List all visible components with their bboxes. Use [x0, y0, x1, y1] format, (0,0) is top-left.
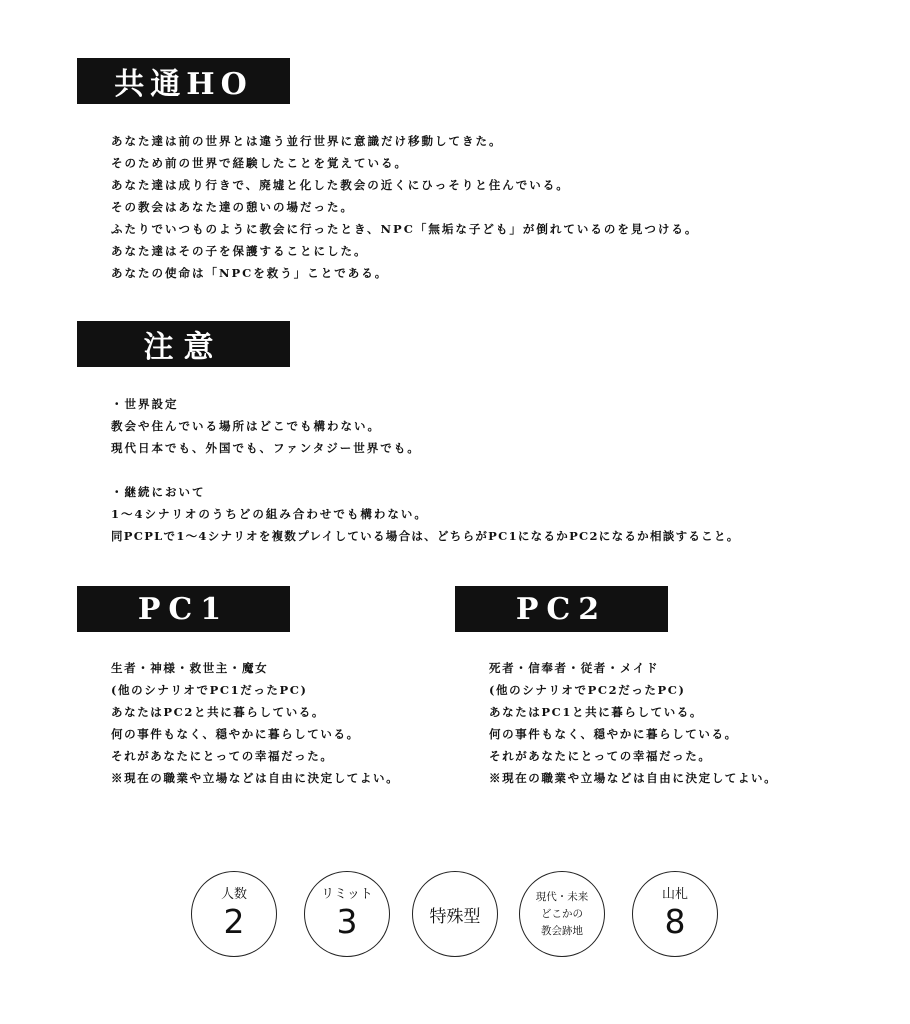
text-line: 同PCPLで1〜4シナリオを複数プレイしている場合は、どちらがPC1になるかPC2になるか相談すること。	[111, 529, 740, 543]
text-line: その教会はあなた達の憩いの場だった。	[111, 200, 354, 214]
type-value: 特殊型	[429, 906, 481, 927]
setting-line: 現代・未来	[535, 890, 589, 903]
pc2-text	[489, 657, 777, 789]
pc1-heading: PC1	[77, 586, 290, 632]
text-line: (他のシナリオでPC2だったPC)	[489, 683, 686, 697]
text-line: 1〜4シナリオのうちどの組み合わせでも構わない。	[111, 507, 428, 521]
text-line: 教会や住んでいる場所はどこでも構わない。	[111, 419, 381, 433]
text-line	[111, 459, 740, 481]
common-ho-text	[111, 130, 698, 284]
text-line: あなた達は成り行きで、廃墟と化した教会の近くにひっそりと住んでいる。	[111, 178, 570, 192]
text-line: 何の事件もなく、穏やかに暮らしている。	[489, 727, 738, 741]
text-line: あなたの使命は「NPCを救う」ことである。	[111, 266, 389, 280]
pc1-text	[111, 657, 399, 789]
limit-value: 3	[336, 902, 358, 941]
text-line: そのため前の世界で経験したことを覚えている。	[111, 156, 408, 170]
limit-badge	[304, 871, 390, 957]
deck-label: 山札	[661, 887, 688, 902]
limit-label: リミット	[321, 887, 373, 902]
text-line: それがあなたにとっての幸福だった。	[489, 749, 712, 763]
players-label: 人数	[220, 887, 247, 902]
text-line: 死者・信奉者・従者・メイド	[489, 661, 660, 675]
text-line: あなた達はその子を保護することにした。	[111, 244, 368, 258]
pc2-heading: PC2	[455, 586, 668, 632]
notice-heading: 注意	[77, 321, 290, 367]
text-line: ふたりでいつものように教会に行ったとき、NPC「無垢な子ども」が倒れているのを見つける。	[111, 222, 699, 236]
setting-badge	[519, 871, 605, 957]
text-line: それがあなたにとっての幸福だった。	[111, 749, 334, 763]
players-badge	[191, 871, 277, 957]
text-line: ・継続において	[111, 485, 206, 499]
deck-value: 8	[664, 902, 686, 941]
text-line: ※現在の職業や立場などは自由に決定してよい。	[111, 771, 400, 785]
type-badge	[412, 871, 498, 957]
text-line: 何の事件もなく、穏やかに暮らしている。	[111, 727, 360, 741]
text-line: あなた達は前の世界とは違う並行世界に意識だけ移動してきた。	[111, 134, 503, 148]
text-line: あなたはPC1と共に暮らしている。	[489, 705, 704, 719]
common-ho-heading: 共通HO	[77, 58, 290, 104]
text-line: ・世界設定	[111, 397, 179, 411]
setting-line: 教会跡地	[541, 924, 583, 937]
text-line: 生者・神様・救世主・魔女	[111, 661, 269, 675]
setting-line: どこかの	[541, 907, 583, 920]
text-line: 現代日本でも、外国でも、ファンタジー世界でも。	[111, 441, 421, 455]
text-line: ※現在の職業や立場などは自由に決定してよい。	[489, 771, 778, 785]
notice-text	[111, 393, 740, 547]
players-value: 2	[223, 902, 245, 941]
text-line: あなたはPC2と共に暮らしている。	[111, 705, 326, 719]
deck-badge	[632, 871, 718, 957]
text-line: (他のシナリオでPC1だったPC)	[111, 683, 308, 697]
